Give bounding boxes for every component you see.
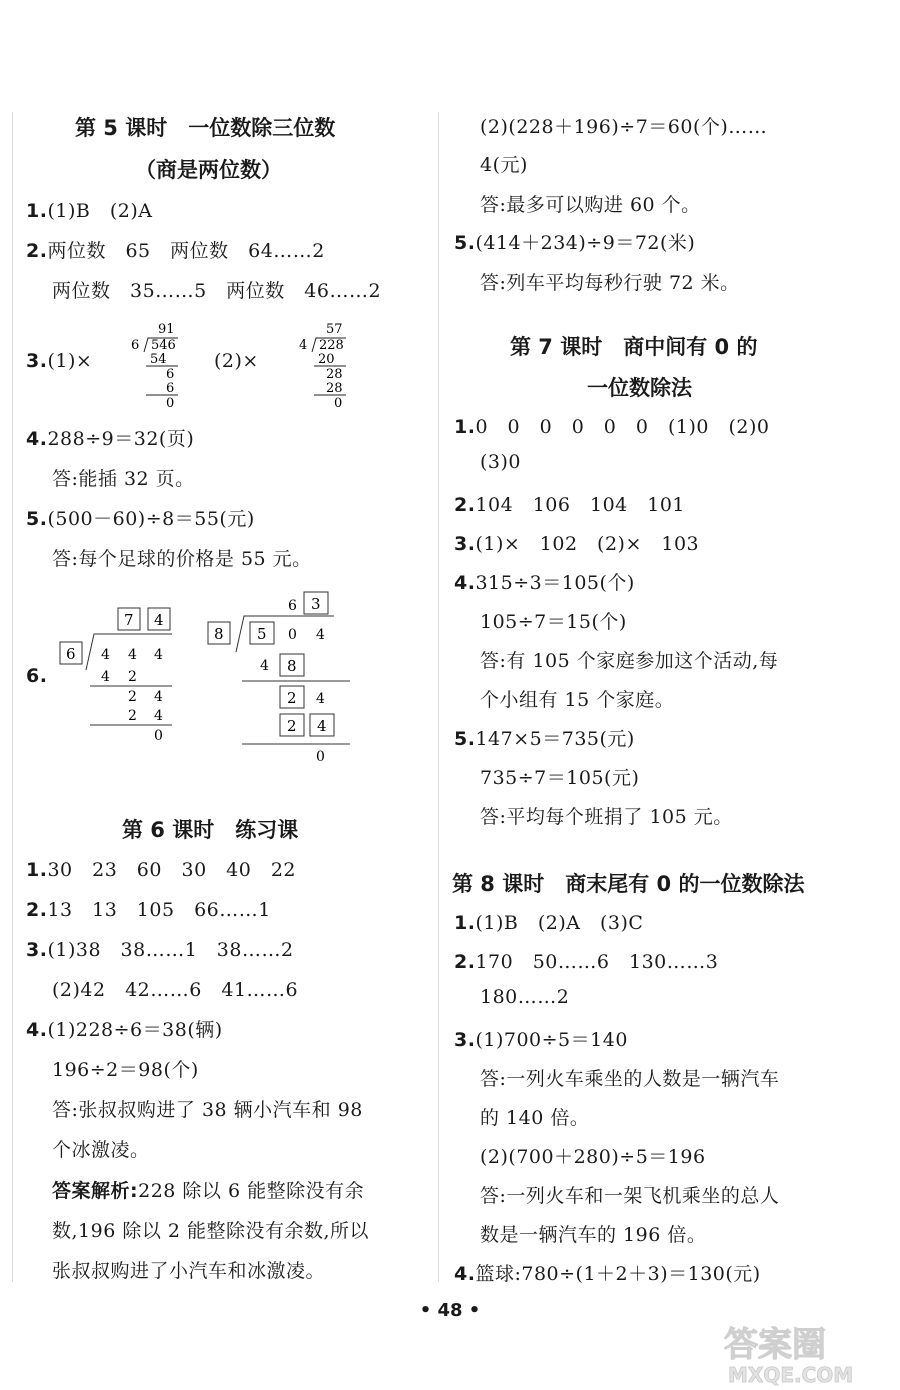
remainder: 0 (166, 396, 175, 410)
dividend-digit-3: 4 (154, 647, 163, 663)
dividend-digit-1: 5 (257, 625, 267, 643)
row-1-digit-1: 4 (101, 669, 110, 685)
answer-4: 4.288÷9＝32(页) (26, 428, 195, 450)
l8-answer-3-line-4: (2)(700＋280)÷5＝196 (480, 1146, 706, 1168)
l7-answer-5-line-3: 答:平均每个班捐了 105 元。 (480, 806, 733, 828)
row-1-digit-1: 4 (260, 658, 269, 674)
answer-3b: (2)× (214, 350, 259, 372)
quotient-digit-2: 3 (311, 595, 321, 613)
row-1-digit-2: 2 (128, 669, 137, 685)
l8-answer-2-cont: 180……2 (480, 986, 570, 1008)
divisor: 4 (299, 338, 308, 353)
divisor: 6 (131, 338, 140, 353)
l8-answer-2: 2.170 50……6 130……3 (454, 951, 719, 973)
analysis-line-1: 答案解析:228 除以 6 能整除没有余 (52, 1180, 365, 1202)
quotient-digit-1: 7 (124, 611, 134, 629)
cont-answer-5-reply: 答:列车平均每秒行驶 72 米。 (480, 272, 740, 294)
practice-4-line-4: 个冰激凌。 (52, 1139, 150, 1161)
analysis-line-2: 数,196 除以 2 能整除没有余数,所以 (52, 1220, 370, 1242)
answer-3: 3.(1)× (26, 350, 93, 372)
divisor: 6 (66, 645, 76, 663)
practice-1: 1.30 23 60 30 40 22 (26, 859, 297, 881)
quotient: 57 (326, 322, 343, 337)
l7-answer-3: 3.(1)× 102 (2)× 103 (454, 533, 700, 555)
row-3-digit-2: 4 (154, 708, 163, 724)
cont-answer-5: 5.(414＋234)÷9＝72(米) (454, 232, 696, 254)
row-1-digit-2: 8 (287, 657, 297, 675)
l7-answer-4-line-3: 答:有 105 个家庭参加这个活动,每 (480, 650, 779, 672)
dividend-digit-1: 4 (101, 647, 110, 663)
answer-2-cont: 两位数 35……5 两位数 46……2 (52, 280, 382, 302)
row-2-digit-2: 4 (316, 691, 325, 707)
quotient-digit-2: 4 (154, 611, 164, 629)
l7-answer-4-line-2: 105÷7＝15(个) (480, 611, 627, 633)
remainder: 0 (316, 749, 325, 764)
watermark-logo (718, 1318, 893, 1388)
answer-5-reply: 答:每个足球的价格是 55 元。 (52, 548, 312, 570)
answer-2: 2.两位数 65 两位数 64……2 (26, 240, 325, 262)
quotient: 91 (158, 322, 175, 337)
analysis-line-3: 张叔叔购进了小汽车和冰激凌。 (52, 1260, 326, 1282)
cont-line-2: 4(元) (480, 154, 528, 176)
l7-answer-5-line-2: 735÷7＝105(元) (480, 767, 640, 789)
remainder: 0 (334, 396, 343, 410)
watermark-bottom: MXQE.COM (728, 1363, 854, 1387)
remainder: 0 (154, 728, 163, 744)
page-number: • 48 • (419, 1300, 481, 1321)
lesson-5-title: 第 5 课时 一位数除三位数 (75, 116, 336, 140)
row-2-digit-1: 2 (128, 689, 137, 705)
lesson-8-title: 第 8 课时 商末尾有 0 的一位数除法 (452, 872, 805, 896)
l7-answer-1-cont: (3)0 (480, 451, 522, 473)
practice-4: 4.(1)228÷6＝38(辆) (26, 1019, 223, 1041)
l8-answer-3-line-6: 数是一辆汽车的 196 倍。 (480, 1224, 707, 1246)
lesson-7-title: 第 7 课时 商中间有 0 的 (510, 335, 758, 359)
watermark-top: 答案圈 (724, 1325, 826, 1365)
long-division-228-by-4 (296, 318, 366, 410)
row-2: 28 (326, 367, 343, 382)
l8-answer-3-line-3: 的 140 倍。 (480, 1107, 590, 1129)
l8-answer-1: 1.(1)B (2)A (3)C (454, 912, 644, 934)
dividend: 546 (151, 338, 176, 353)
lesson-6-title: 第 6 课时 练习课 (122, 818, 299, 842)
practice-4-line-3: 答:张叔叔购进了 38 辆小汽车和 98 (52, 1099, 363, 1121)
lesson-7-subtitle: 一位数除法 (587, 376, 692, 400)
dividend-digit-2: 4 (128, 647, 137, 663)
practice-4-line-2: 196÷2＝98(个) (52, 1059, 199, 1081)
row-3-digit-2: 4 (317, 717, 327, 735)
l7-answer-5: 5.147×5＝735(元) (454, 728, 635, 750)
dividend-digit-3: 4 (316, 627, 325, 643)
box-division-504-by-8 (204, 588, 354, 764)
l8-answer-3-line-5: 答:一列火车和一架飞机乘坐的总人 (480, 1185, 780, 1207)
row-2-digit-1: 2 (287, 689, 297, 707)
practice-3: 3.(1)38 38……1 38……2 (26, 939, 294, 961)
cont-line-3: 答:最多可以购进 60 个。 (480, 194, 701, 216)
long-division-546-by-6 (128, 318, 198, 410)
dividend-digit-2: 0 (288, 627, 297, 643)
l7-answer-1: 1.0 0 0 0 0 0 (1)0 (2)0 (454, 416, 770, 438)
dividend: 228 (319, 338, 344, 353)
l8-answer-3-line-2: 答:一列火车乘坐的人数是一辆汽车 (480, 1068, 780, 1090)
answer-6: 6. (26, 665, 48, 687)
answer-5: 5.(500－60)÷8＝55(元) (26, 508, 255, 530)
l8-answer-3: 3.(1)700÷5＝140 (454, 1029, 628, 1051)
l7-answer-4-line-4: 个小组有 15 个家庭。 (480, 689, 675, 711)
practice-2: 2.13 13 105 66……1 (26, 899, 271, 921)
divisor: 8 (214, 625, 224, 643)
row-2: 6 (166, 367, 175, 382)
answer-4-reply: 答:能插 32 页。 (52, 468, 195, 490)
practice-3-cont: (2)42 42……6 41……6 (52, 979, 299, 1001)
row-3: 6 (166, 381, 175, 396)
row-1: 54 (150, 352, 167, 367)
lesson-5-subtitle: （商是两位数） (135, 158, 282, 182)
l8-answer-4: 4.篮球:780÷(1＋2＋3)＝130(元) (454, 1263, 761, 1285)
l7-answer-4: 4.315÷3＝105(个) (454, 572, 635, 594)
row-3: 28 (326, 381, 343, 396)
l7-answer-2: 2.104 106 104 101 (454, 494, 686, 516)
row-3-digit-1: 2 (128, 708, 137, 724)
answer-1: 1.(1)B (2)A (26, 200, 153, 222)
column-divider (438, 112, 439, 1282)
quotient-digit-1: 6 (288, 598, 297, 614)
row-3-digit-1: 2 (287, 717, 297, 735)
left-margin-rule (12, 112, 13, 1282)
box-division-444-by-6 (56, 604, 176, 748)
row-1: 20 (318, 352, 335, 367)
row-2-digit-2: 4 (154, 689, 163, 705)
cont-line-1: (2)(228＋196)÷7＝60(个)…… (480, 116, 768, 138)
